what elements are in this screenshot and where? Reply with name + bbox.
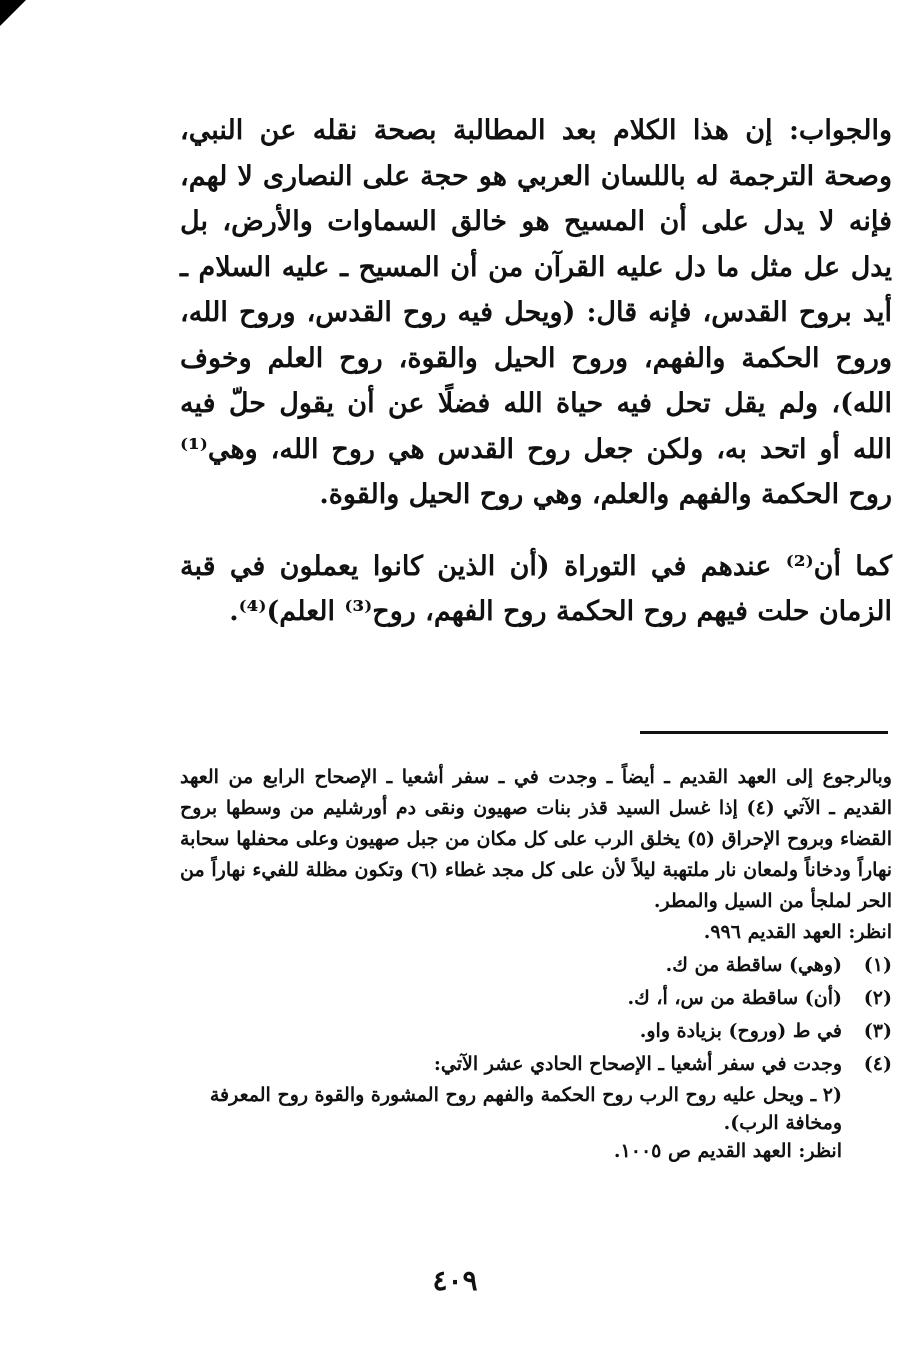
footnote-text: (وهي) ساقطة من ك. bbox=[665, 954, 842, 976]
footnote-text: (أن) ساقطة من س، أ، ك. bbox=[627, 987, 842, 1009]
footnote-continuation-source: انظر: العهد القديم ٩٩٦. bbox=[703, 921, 892, 943]
footnotes bbox=[180, 762, 892, 1165]
footnote-number: (٢) bbox=[863, 987, 892, 1009]
footnote-number: (١) bbox=[863, 954, 892, 976]
footnote-2 bbox=[180, 982, 892, 1014]
footnote-4-source: انظر: العهد القديم ص ١٠٠٥. bbox=[613, 1140, 842, 1162]
footnote-number: (٣) bbox=[863, 1020, 892, 1042]
footnote-1 bbox=[180, 949, 892, 981]
paragraph-2: كما أن⁽²⁾ عندهم في التوراة (أن الذين كانوا يعملون في قبة الزمان حلت فيهم روح الحكمة روح الفهم، روح⁽³⁾ العلم)⁽⁴⁾. bbox=[180, 550, 892, 627]
footnote-number: (٤) bbox=[863, 1053, 892, 1075]
footnote-continuation: وبالرجوع إلى العهد القديم ـ أيضاً ـ وجدت في ـ سفر أشعيا ـ الإصحاح الرابع من العهد القديم ـ الآتي (٤) إذا غسل السيد قذر بنات صهيون ونقى دم أورشليم من وسطها بروح القضاء وبروح الإحراق (٥) يخلق الرب على كل مكان من جبل صهيون وعلى محفلها سحابة نهاراً ودخاناً ولمعان نار ملتهبة ليلاً لأن على كل مجد غطاء (٦) وتكون مظلة للفيء نهاراً من الحر لملجأ من السيل والمطر. bbox=[180, 766, 893, 912]
footnote-4-quote: (٢ ـ ويحل عليه روح الرب روح الحكمة والفهم روح المشورة والقوة روح المعرفة ومخافة الرب). bbox=[209, 1084, 842, 1134]
footnote-separator bbox=[640, 731, 888, 734]
footnote-text: وجدت في سفر أشعيا ـ الإصحاح الحادي عشر الآتي: bbox=[433, 1053, 842, 1075]
main-text bbox=[180, 108, 892, 635]
footnote-text: في ط (وروح) بزيادة واو. bbox=[639, 1020, 842, 1042]
page-number: ٤٠٩ bbox=[432, 1264, 478, 1297]
footnote-4 bbox=[180, 1048, 892, 1080]
paragraph-1: والجواب: إن هذا الكلام بعد المطالبة بصحة نقله عن النبي، وصحة الترجمة له باللسان العربي هو حجة على النصارى لا لهم، فإنه لا يدل على أن المسيح هو خالق السماوات والأرض، بل يدل عل مثل ما دل عليه القرآن من أن المسيح ـ عليه السلام ـ أيد بروح القدس، فإنه قال: (ويحل فيه روح القدس، وروح الله، وروح الحكمة والفهم، وروح الحيل والقوة، روح العلم وخوف الله)، ولم يقل تحل فيه حياة الله فضلًا عن أن يقول حلّ فيه الله أو اتحد به، ولكن جعل روح القدس هي روح الله، وهي⁽¹⁾ روح الحكمة والفهم والعلم، وهي روح الحيل والقوة. bbox=[180, 115, 892, 510]
footnote-3 bbox=[180, 1015, 892, 1047]
page-corner-mark bbox=[0, 0, 26, 26]
